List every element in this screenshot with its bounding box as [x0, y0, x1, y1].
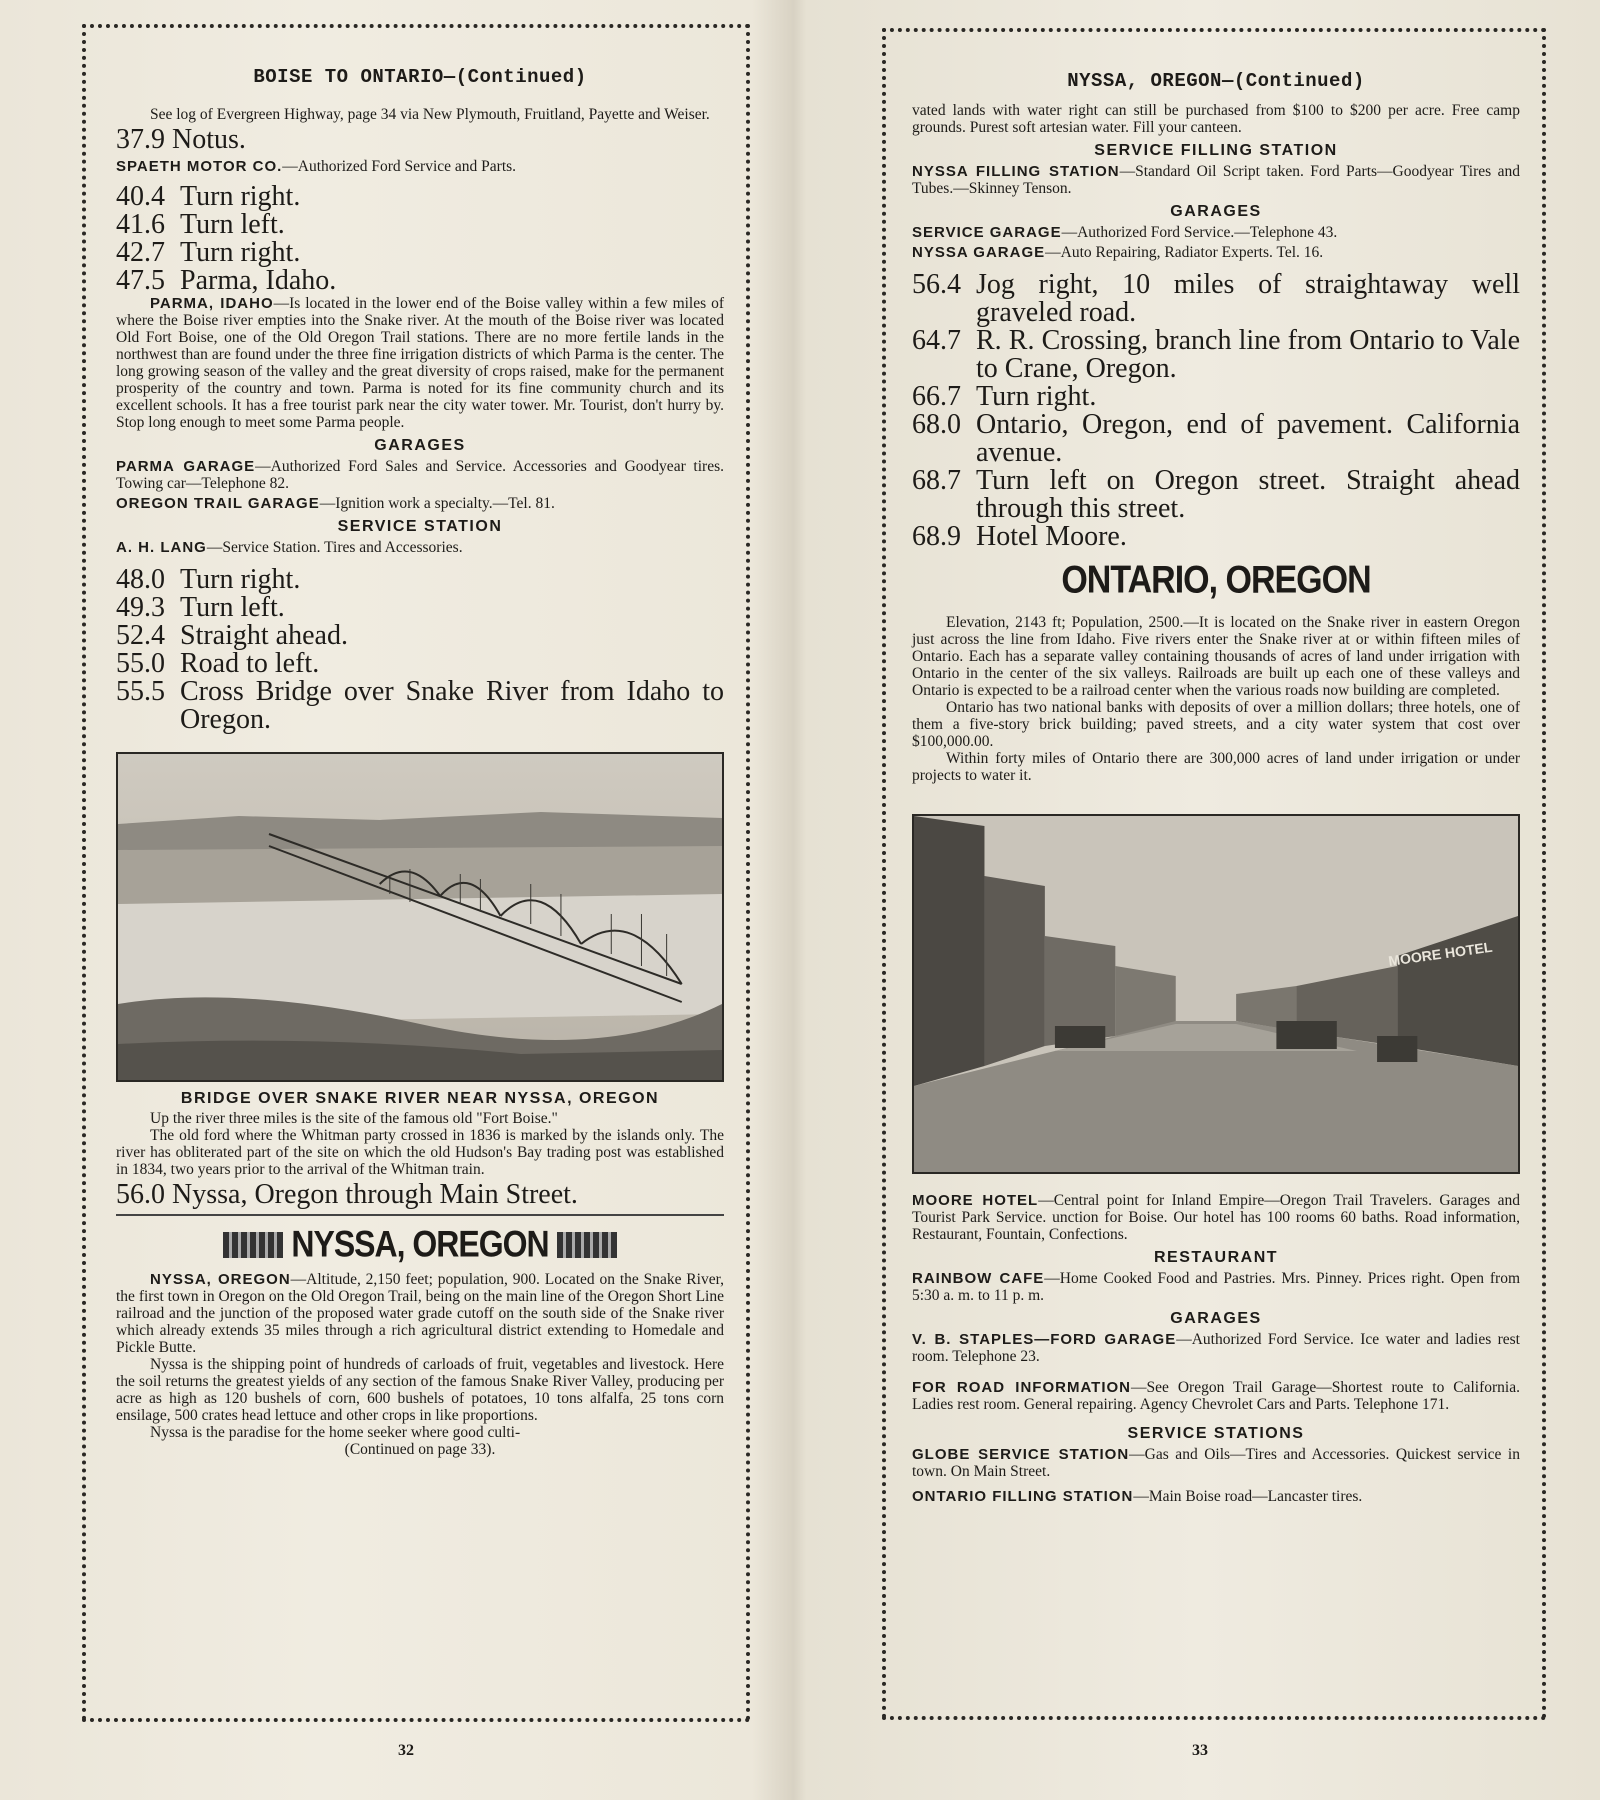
page-number: 33	[1192, 1742, 1208, 1759]
log-entry: 42.7 Turn right.	[116, 237, 301, 268]
decorative-block	[557, 1232, 617, 1258]
section-garages-2: GARAGES	[1170, 1310, 1262, 1327]
dotted-border	[82, 24, 750, 1722]
road-log-2	[116, 566, 724, 734]
page-content	[116, 66, 724, 1458]
intro-paragraph: See log of Evergreen Highway, page 34 via New Plymouth, Fruitland, Payette and Weiser.	[150, 106, 710, 123]
nyssa-description: NYSSA, OREGON—Altitude, 2,150 feet; population, 900. Located on the Snake River, the first town in Oregon on the Old Oregon Trail, being on the main line of the Oregon Short Line railroad and the junction of the proposed water grade cutoff on the south side of the Snake river which already extends 35 miles through a rich agricultural district extending to Homedale and Pickle Butte.	[116, 1271, 724, 1356]
section-restaurant: RESTAURANT	[1153, 1249, 1279, 1266]
bridge-photo	[116, 752, 724, 1082]
log-entry-notus: 37.9 Notus.	[116, 124, 246, 155]
log-entry-nyssa: 56.0 Nyssa, Oregon through Main Street.	[116, 1179, 578, 1210]
log-entry: 49.3 Turn left.	[116, 592, 285, 623]
section-service-station: SERVICE STATION	[337, 518, 503, 535]
divider	[116, 1214, 724, 1216]
continued-paragraph: vated lands with water right can still be purchased from $100 to $200 per acre. Free camp grounds. Purest soft artesian water. Fill your canteen.	[912, 102, 1520, 136]
ontario-paragraph-1: Elevation, 2143 ft; Population, 2500.—It is located on the Snake river in eastern Oregon just across the line from Idaho. Five rivers enter the Snake river at or within fifteen miles of Ontario. Each has a separate valley containing thousands of acres of land under irrigation with Ontario in the center of the six valleys. Railroads are built up each one of these valleys and Ontario is expected to be a railroad center when the various roads now building are completed.	[912, 614, 1520, 699]
log-entry: 68.0 Ontario, Oregon, end of pavement. California avenue.	[912, 409, 1520, 468]
listing-nyssa-garage: NYSSA GARAGE—Auto Repairing, Radiator Experts. Tel. 16.	[912, 244, 1324, 261]
log-entry: 47.5 Parma, Idaho.	[116, 265, 337, 296]
listing-road-information: FOR ROAD INFORMATION—See Oregon Trail Garage—Shortest route to California. Ladies rest room. General repairing. Agency Chevrolet Cars and Parts. Telephone 171.	[912, 1379, 1520, 1413]
log-entry: 68.9 Hotel Moore.	[912, 521, 1127, 552]
street-photo	[912, 814, 1520, 1174]
listing-ontario-filling: ONTARIO FILLING STATION—Main Boise road—Lancaster tires.	[912, 1488, 1363, 1505]
parma-description: PARMA, IDAHO—Is located in the lower end of the Boise valley within a few miles of where the Boise river empties into the Snake river. At the mouth of the Boise river was located Old Fort Boise, one of the Old Oregon Trail stations. There are no more fertile lands in the northwest than are found under the three fine irrigation districts of which Parma is the center. The long growing season of the valley and the great diversity of crops raised, make for the permanent prosperity of the country and town. Parma is noted for its fine community church and its excellent schools. It has a free tourist park near the city water tower. Mr. Tourist, don't hurry by. Stop long enough to meet some Parma people.	[116, 295, 724, 431]
listing-staples-garage: V. B. STAPLES—FORD GARAGE—Authorized Ford Service. Ice water and ladies rest room. Telephone 23.	[912, 1331, 1520, 1365]
road-log	[912, 271, 1520, 551]
section-service-filling-station: SERVICE FILLING STATION	[1094, 142, 1338, 159]
listing-globe-station: GLOBE SERVICE STATION—Gas and Oils—Tires and Accessories. Quickest service in town. On Main Street.	[912, 1446, 1520, 1480]
section-garages: GARAGES	[1170, 203, 1262, 220]
ontario-paragraph-2: Ontario has two national banks with deposits of over a million dollars; three hotels, one of them a five-story brick building; paved streets, and a city water system that cost over $100,000.00.	[912, 699, 1520, 750]
log-entry: 55.5 Cross Bridge over Snake River from Idaho to Oregon.	[116, 676, 724, 735]
listing-spaeth: SPAETH MOTOR CO.—Authorized Ford Service and Parts.	[116, 158, 517, 175]
log-entry: 66.7 Turn right.	[912, 381, 1097, 412]
ontario-paragraph-3: Within forty miles of Ontario there are 300,000 acres of land under irrigation or under projects to water it.	[912, 750, 1520, 784]
log-entry: 68.7 Turn left on Oregon street. Straight ahead through this street.	[912, 465, 1520, 524]
whitman-paragraph: The old ford where the Whitman party crossed in 1836 is marked by the islands only. The river has obliterated part of the site on which the old Hudson's Bay trading post was established in 1834, two years prior to the arrival of the Whitman train.	[116, 1127, 724, 1178]
ontario-heading: ONTARIO, OREGON	[1061, 558, 1371, 602]
street-photo-illustration	[914, 816, 1518, 1172]
hotel-sign: MOORE HOTEL	[1387, 938, 1494, 969]
log-entry: 52.4 Straight ahead.	[116, 620, 348, 651]
log-entry: 64.7 R. R. Crossing, branch line from Ontario to Vale to Crane, Oregon.	[912, 325, 1520, 384]
log-entry: 55.0 Road to left.	[116, 648, 320, 679]
decorative-block	[223, 1232, 283, 1258]
listing-oregon-trail-garage: OREGON TRAIL GARAGE—Ignition work a specialty.—Tel. 81.	[116, 495, 555, 512]
bridge-photo-illustration	[118, 754, 722, 1080]
section-service-stations: SERVICE STATIONS	[1127, 1425, 1305, 1442]
continued-note: (Continued on page 33).	[344, 1441, 496, 1458]
nyssa-paradise-paragraph: Nyssa is the paradise for the home seeker where good culti-	[150, 1424, 521, 1441]
section-garages: GARAGES	[374, 437, 466, 454]
listing-parma-garage: PARMA GARAGE—Authorized Ford Sales and Service. Accessories and Goodyear tires. Towing car—Telephone 82.	[116, 458, 724, 492]
page-number: 32	[398, 1742, 414, 1759]
page-content	[912, 70, 1520, 1508]
fort-boise-paragraph: Up the river three miles is the site of the famous old "Fort Boise."	[150, 1110, 558, 1127]
dotted-border	[882, 28, 1546, 1720]
running-head: NYSSA, OREGON—(Continued)	[1067, 70, 1365, 92]
nyssa-heading: NYSSA, OREGON	[116, 1226, 724, 1263]
road-log-1	[116, 183, 724, 295]
log-entry: 48.0 Turn right.	[116, 564, 301, 595]
log-entry: 40.4 Turn right.	[116, 181, 301, 212]
photo-caption: BRIDGE OVER SNAKE RIVER NEAR NYSSA, OREGON	[180, 1090, 660, 1107]
nyssa-shipping-paragraph: Nyssa is the shipping point of hundreds of carloads of fruit, vegetables and livestock. Here the soil returns the greatest yields of any section of the famous Snake River Valley, producing per acre as high as 120 bushels of corn, 600 bushels of potatoes, 10 tons alfalfa, 25 tons corn ensilage, 500 crates head lettuce and other crops in like proportions.	[116, 1356, 724, 1424]
listing-nyssa-filling: NYSSA FILLING STATION—Standard Oil Script taken. Ford Parts—Goodyear Tires and Tubes.—Skinney Tenson.	[912, 163, 1521, 197]
listing-lang: A. H. LANG—Service Station. Tires and Accessories.	[116, 539, 463, 556]
listing-rainbow-cafe: RAINBOW CAFE—Home Cooked Food and Pastries. Mrs. Pinney. Prices right. Open from 5:30 a. m. to 11 p. m.	[912, 1270, 1520, 1304]
log-entry: 41.6 Turn left.	[116, 209, 285, 240]
listing-moore-hotel: MOORE HOTEL—Central point for Inland Empire—Oregon Trail Travelers. Garages and Tourist Park Service. unction for Boise. Our hotel has 100 rooms 60 baths. Road information, Restaurant, Fountain, Confections.	[912, 1192, 1520, 1243]
listing-service-garage: SERVICE GARAGE—Authorized Ford Service.—Telephone 43.	[912, 224, 1338, 241]
log-entry: 56.4 Jog right, 10 miles of straightaway well graveled road.	[912, 269, 1520, 328]
page-33	[800, 0, 1600, 1800]
running-head: BOISE TO ONTARIO—(Continued)	[253, 66, 587, 88]
